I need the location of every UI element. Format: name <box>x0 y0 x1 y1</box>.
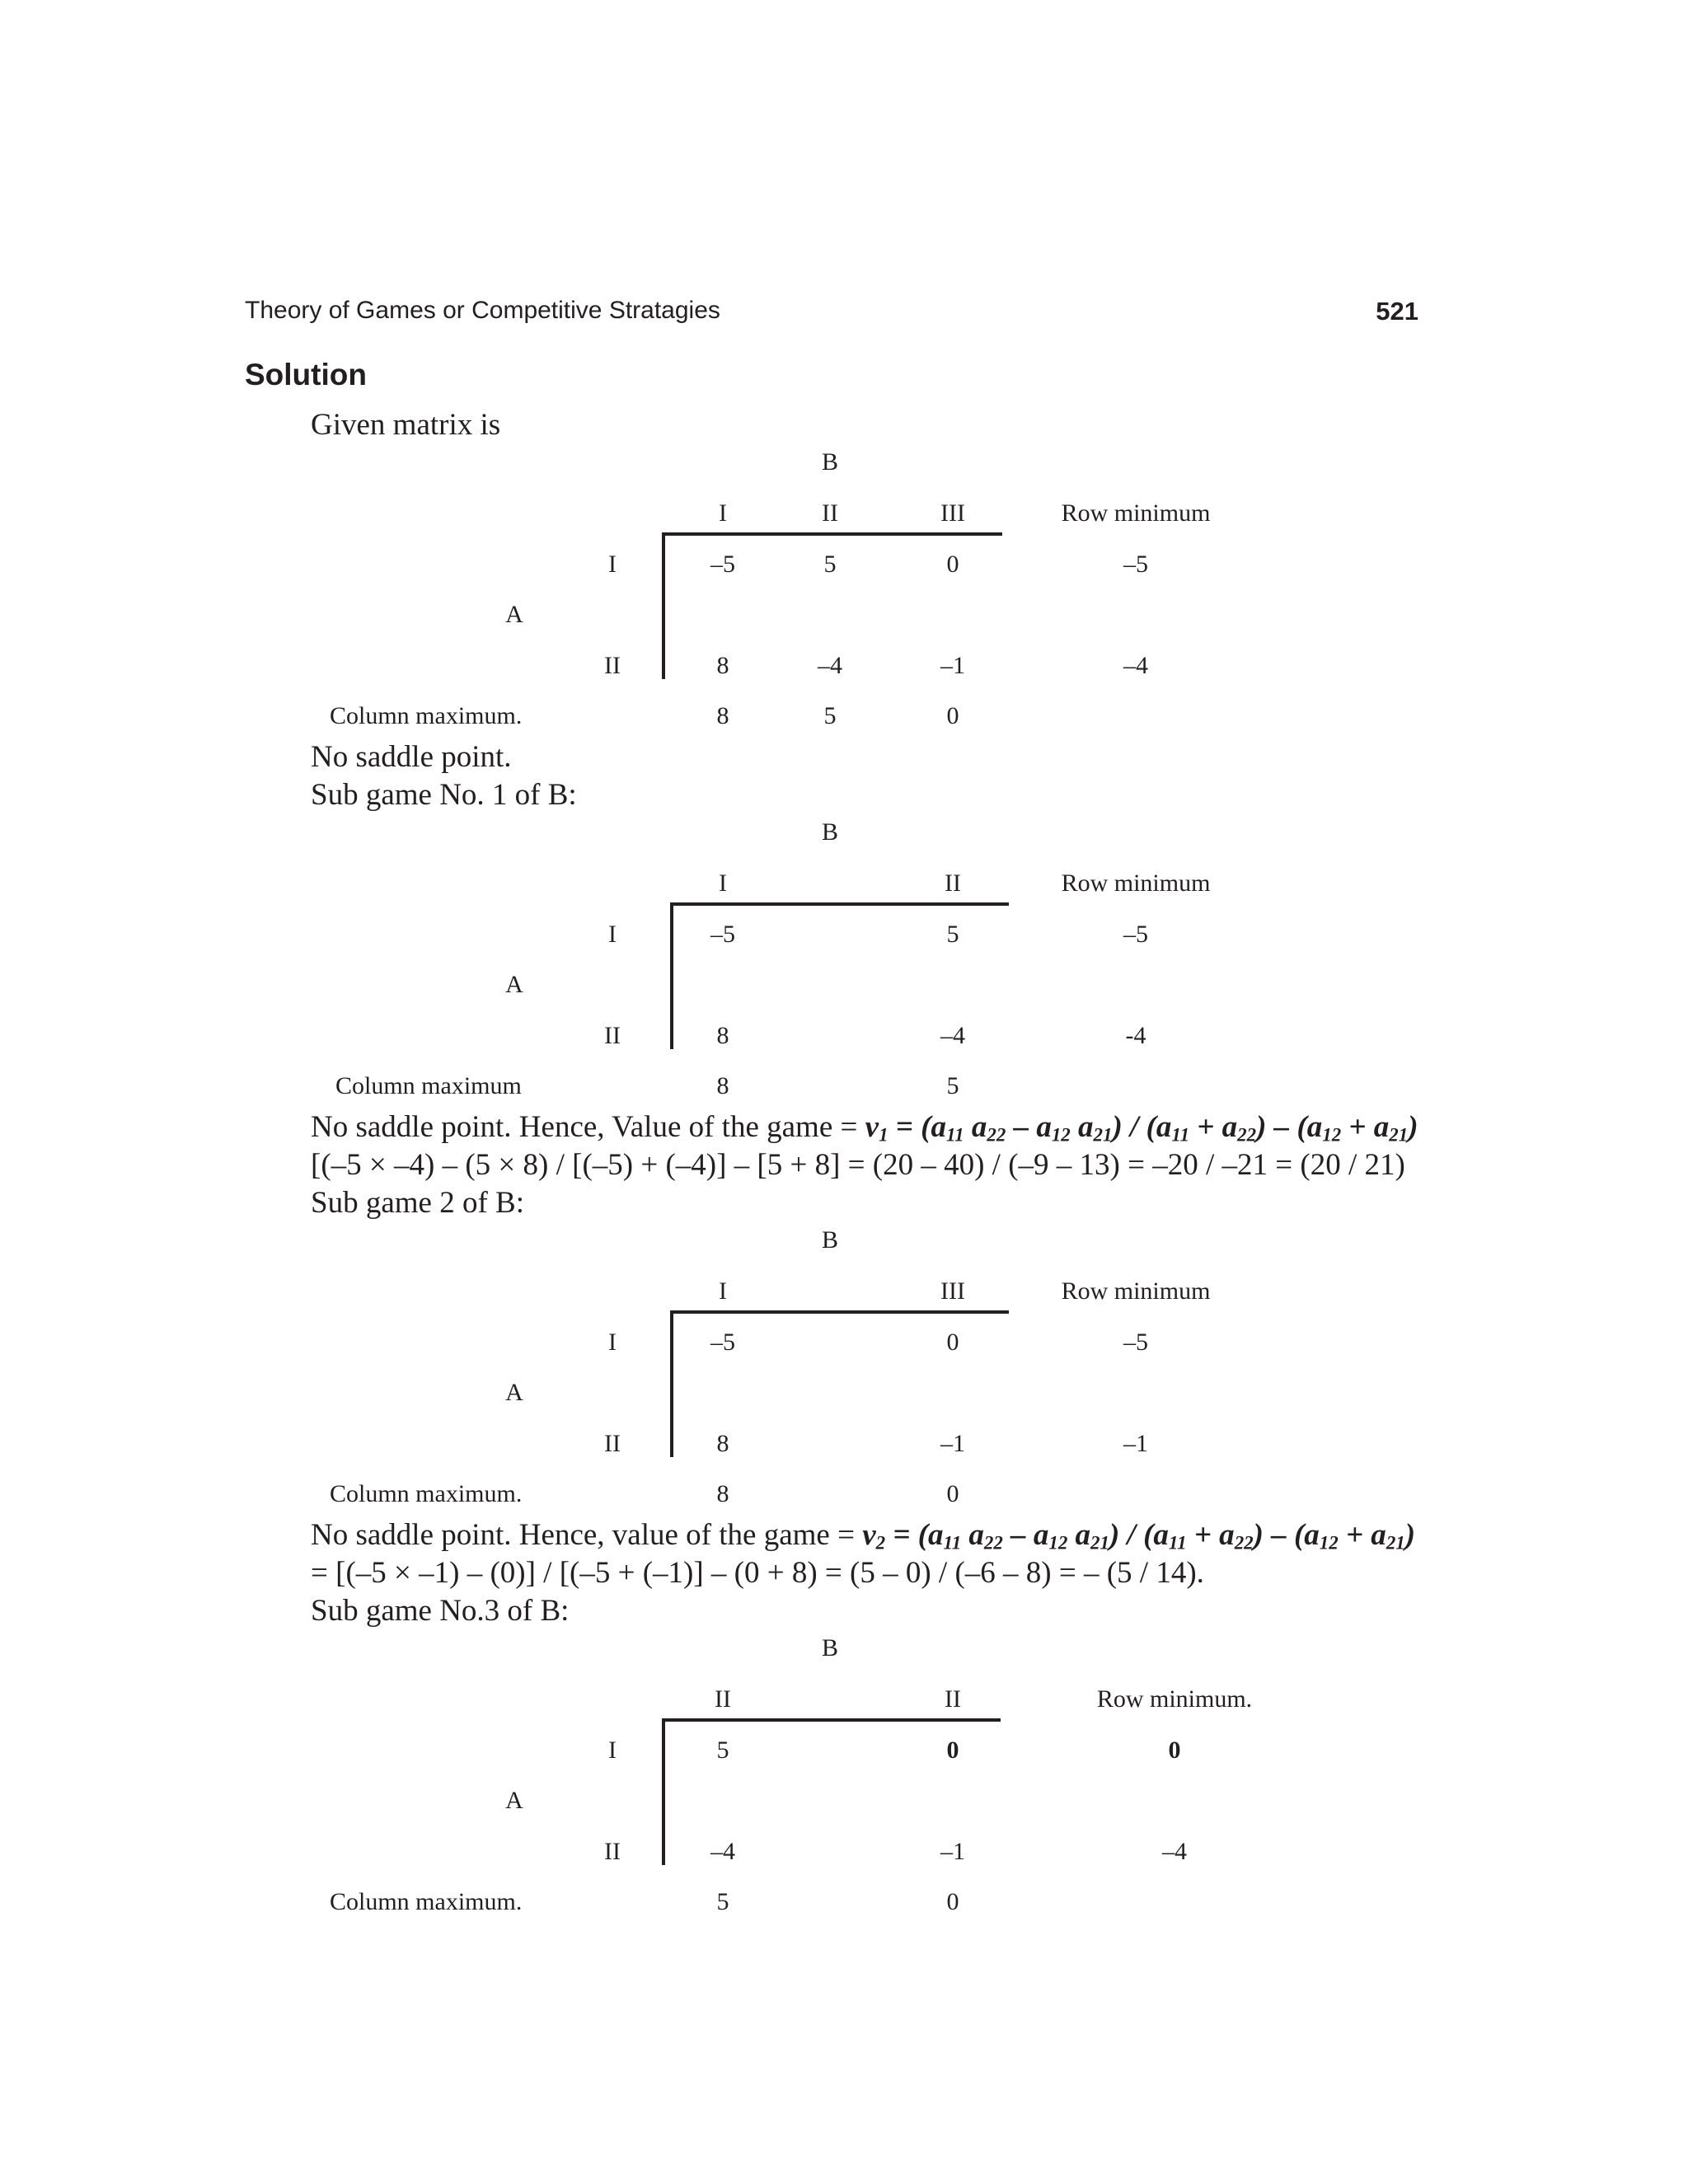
row-head: I <box>608 1329 617 1356</box>
matrix-top-rule <box>670 1310 1009 1314</box>
computation-line: = [(–5 × –1) – (0)] / [(–5 + (–1)] – (0 + 8) = (5 – 0) / (–6 – 8) = – (5 / 14). <box>311 1556 1204 1590</box>
matrix-cell: 8 <box>716 1430 729 1457</box>
formula-subscript: 1 <box>879 1124 889 1146</box>
matrix-cell: –5 <box>710 1329 735 1356</box>
value-of-game-line <box>311 1517 1415 1553</box>
computation-line: [(–5 × –4) – (5 × 8) / [(–5) + (–4)] – [5 + 8] = (20 – 40) / (–9 – 13) = –20 / –21 = (20 / 21) <box>311 1148 1405 1182</box>
section-heading: Solution <box>245 358 367 391</box>
column-max-value: 8 <box>716 1072 729 1099</box>
subgame-2-title: Sub game 2 of B: <box>311 1186 524 1220</box>
row-min-value: –4 <box>1162 1838 1187 1865</box>
formula-subscript: 22 <box>1234 1532 1254 1554</box>
saddle-value-cell: 0 <box>946 1736 959 1764</box>
formula-term: + a <box>1189 1110 1238 1144</box>
col-head: III <box>940 1277 965 1305</box>
formula-term: ) – (a <box>1256 1110 1323 1144</box>
formula-subscript: 22 <box>1237 1124 1257 1146</box>
col-head: I <box>719 869 727 897</box>
formula-term: a <box>931 1110 946 1144</box>
formula-subscript: 11 <box>1168 1532 1187 1554</box>
column-max-value: 0 <box>946 702 959 729</box>
formula-term: ) – (a <box>1253 1518 1320 1552</box>
formula-term: ) <box>1404 1518 1416 1552</box>
row-min-value: –5 <box>1123 551 1148 578</box>
row-min-head: Row minimum <box>1061 499 1211 527</box>
column-max-label: Column maximum. <box>330 1480 523 1507</box>
matrix-cell: 5 <box>716 1736 729 1764</box>
subgame-1-title: Sub game No. 1 of B: <box>311 778 577 812</box>
player-a-label: A <box>505 601 523 628</box>
formula-term: = ( <box>888 1110 931 1144</box>
col-head: II <box>945 869 961 897</box>
game-value-formula <box>862 1518 1415 1552</box>
matrix-cell: –1 <box>940 652 965 679</box>
matrix-left-rule <box>670 902 673 1049</box>
value-lead-text: No saddle point. Hence, value of the game = <box>311 1518 863 1552</box>
formula-term: – a <box>1006 1110 1052 1144</box>
formula-subscript: 22 <box>983 1532 1003 1554</box>
matrix-left-rule <box>662 532 665 679</box>
formula-symbol: v <box>865 1110 879 1144</box>
subgame-3-title: Sub game No.3 of B: <box>311 1594 570 1628</box>
row-min-head: Row minimum <box>1061 869 1211 897</box>
row-head: I <box>608 551 617 578</box>
formula-subscript: 21 <box>1093 1124 1113 1146</box>
formula-subscript: 12 <box>1051 1124 1071 1146</box>
formula-symbol: v <box>862 1518 876 1552</box>
formula-subscript: 12 <box>1322 1124 1342 1146</box>
matrix-cell: –5 <box>710 921 735 948</box>
formula-subscript: 21 <box>1386 1532 1405 1554</box>
formula-term: a <box>1070 1110 1094 1144</box>
formula-term: = ( <box>885 1518 928 1552</box>
player-b-label: B <box>821 1226 839 1254</box>
formula-term: + a <box>1341 1110 1390 1144</box>
formula-subscript: 11 <box>1171 1124 1190 1146</box>
column-max-value: 8 <box>716 702 729 729</box>
matrix-cell: –5 <box>710 551 735 578</box>
formula-subscript: 12 <box>1048 1532 1068 1554</box>
row-head: II <box>604 652 621 679</box>
col-head: I <box>719 1277 727 1305</box>
row-head: II <box>604 1430 621 1457</box>
matrix-top-rule <box>662 1718 1001 1722</box>
formula-term: ) / (a <box>1109 1518 1169 1552</box>
row-min-value: –5 <box>1123 1329 1148 1356</box>
formula-subscript: 22 <box>987 1124 1006 1146</box>
formula-term: + a <box>1186 1518 1235 1552</box>
formula-subscript: 21 <box>1090 1532 1109 1554</box>
col-head: II <box>822 499 838 527</box>
player-b-label: B <box>821 818 839 846</box>
row-head: II <box>604 1022 621 1049</box>
player-a-label: A <box>505 1379 523 1406</box>
row-min-value: –4 <box>1123 652 1148 679</box>
row-min-head: Row minimum. <box>1096 1685 1253 1713</box>
column-max-label: Column maximum. <box>330 702 523 729</box>
row-head: I <box>608 921 617 948</box>
formula-subscript: 2 <box>875 1532 886 1554</box>
formula-term: a <box>928 1518 944 1552</box>
formula-term: a <box>961 1518 984 1552</box>
player-a-label: A <box>505 1787 523 1814</box>
column-max-label: Column maximum <box>335 1072 522 1099</box>
column-max-value: 5 <box>716 1888 729 1915</box>
value-of-game-line <box>311 1109 1418 1145</box>
matrix-cell: –4 <box>710 1838 735 1865</box>
player-b-label: B <box>821 448 839 476</box>
matrix-left-rule <box>662 1718 665 1865</box>
row-min-value: 0 <box>1168 1736 1181 1764</box>
intro-text: Given matrix is <box>311 408 501 442</box>
matrix-cell: 5 <box>823 551 837 578</box>
formula-term: a <box>1067 1518 1091 1552</box>
column-max-value: 0 <box>946 1888 959 1915</box>
row-min-value: –1 <box>1123 1430 1148 1457</box>
matrix-left-rule <box>670 1310 673 1457</box>
formula-subscript: 21 <box>1389 1124 1409 1146</box>
column-max-value: 8 <box>716 1480 729 1507</box>
running-title: Theory of Games or Competitive Stratagies <box>245 297 720 324</box>
row-head: II <box>604 1838 621 1865</box>
matrix-cell: 5 <box>946 921 959 948</box>
matrix-cell: –4 <box>818 652 842 679</box>
player-b-label: B <box>821 1634 839 1661</box>
row-min-value: -4 <box>1125 1022 1146 1049</box>
col-head: II <box>945 1685 961 1713</box>
matrix-top-rule <box>662 532 1002 536</box>
row-min-value: –5 <box>1123 921 1148 948</box>
formula-term: ) <box>1408 1110 1418 1144</box>
formula-term: a <box>964 1110 987 1144</box>
matrix-cell: –1 <box>940 1838 965 1865</box>
column-max-value: 5 <box>946 1072 959 1099</box>
formula-term: + a <box>1338 1518 1386 1552</box>
player-a-label: A <box>505 971 523 998</box>
matrix-cell: –1 <box>940 1430 965 1457</box>
formula-term: ) / (a <box>1112 1110 1172 1144</box>
no-saddle-text: No saddle point. <box>311 740 512 774</box>
formula-subscript: 11 <box>945 1124 964 1146</box>
value-lead-text: No saddle point. Hence, Value of the game = <box>311 1110 865 1144</box>
formula-term: – a <box>1002 1518 1049 1552</box>
row-head: I <box>608 1736 617 1764</box>
row-min-head: Row minimum <box>1061 1277 1211 1305</box>
matrix-cell: 8 <box>716 652 729 679</box>
column-max-value: 0 <box>946 1480 959 1507</box>
column-max-label: Column maximum. <box>330 1888 523 1915</box>
matrix-cell: 0 <box>946 551 959 578</box>
formula-subscript: 12 <box>1319 1532 1339 1554</box>
formula-subscript: 11 <box>943 1532 962 1554</box>
matrix-cell: –4 <box>940 1022 965 1049</box>
matrix-cell: 0 <box>946 1329 959 1356</box>
col-head: II <box>715 1685 731 1713</box>
col-head: I <box>719 499 727 527</box>
page-number: 521 <box>1376 297 1418 326</box>
matrix-cell: 8 <box>716 1022 729 1049</box>
column-max-value: 5 <box>823 702 837 729</box>
game-value-formula <box>865 1110 1418 1144</box>
col-head: III <box>940 499 965 527</box>
matrix-top-rule <box>670 902 1009 906</box>
